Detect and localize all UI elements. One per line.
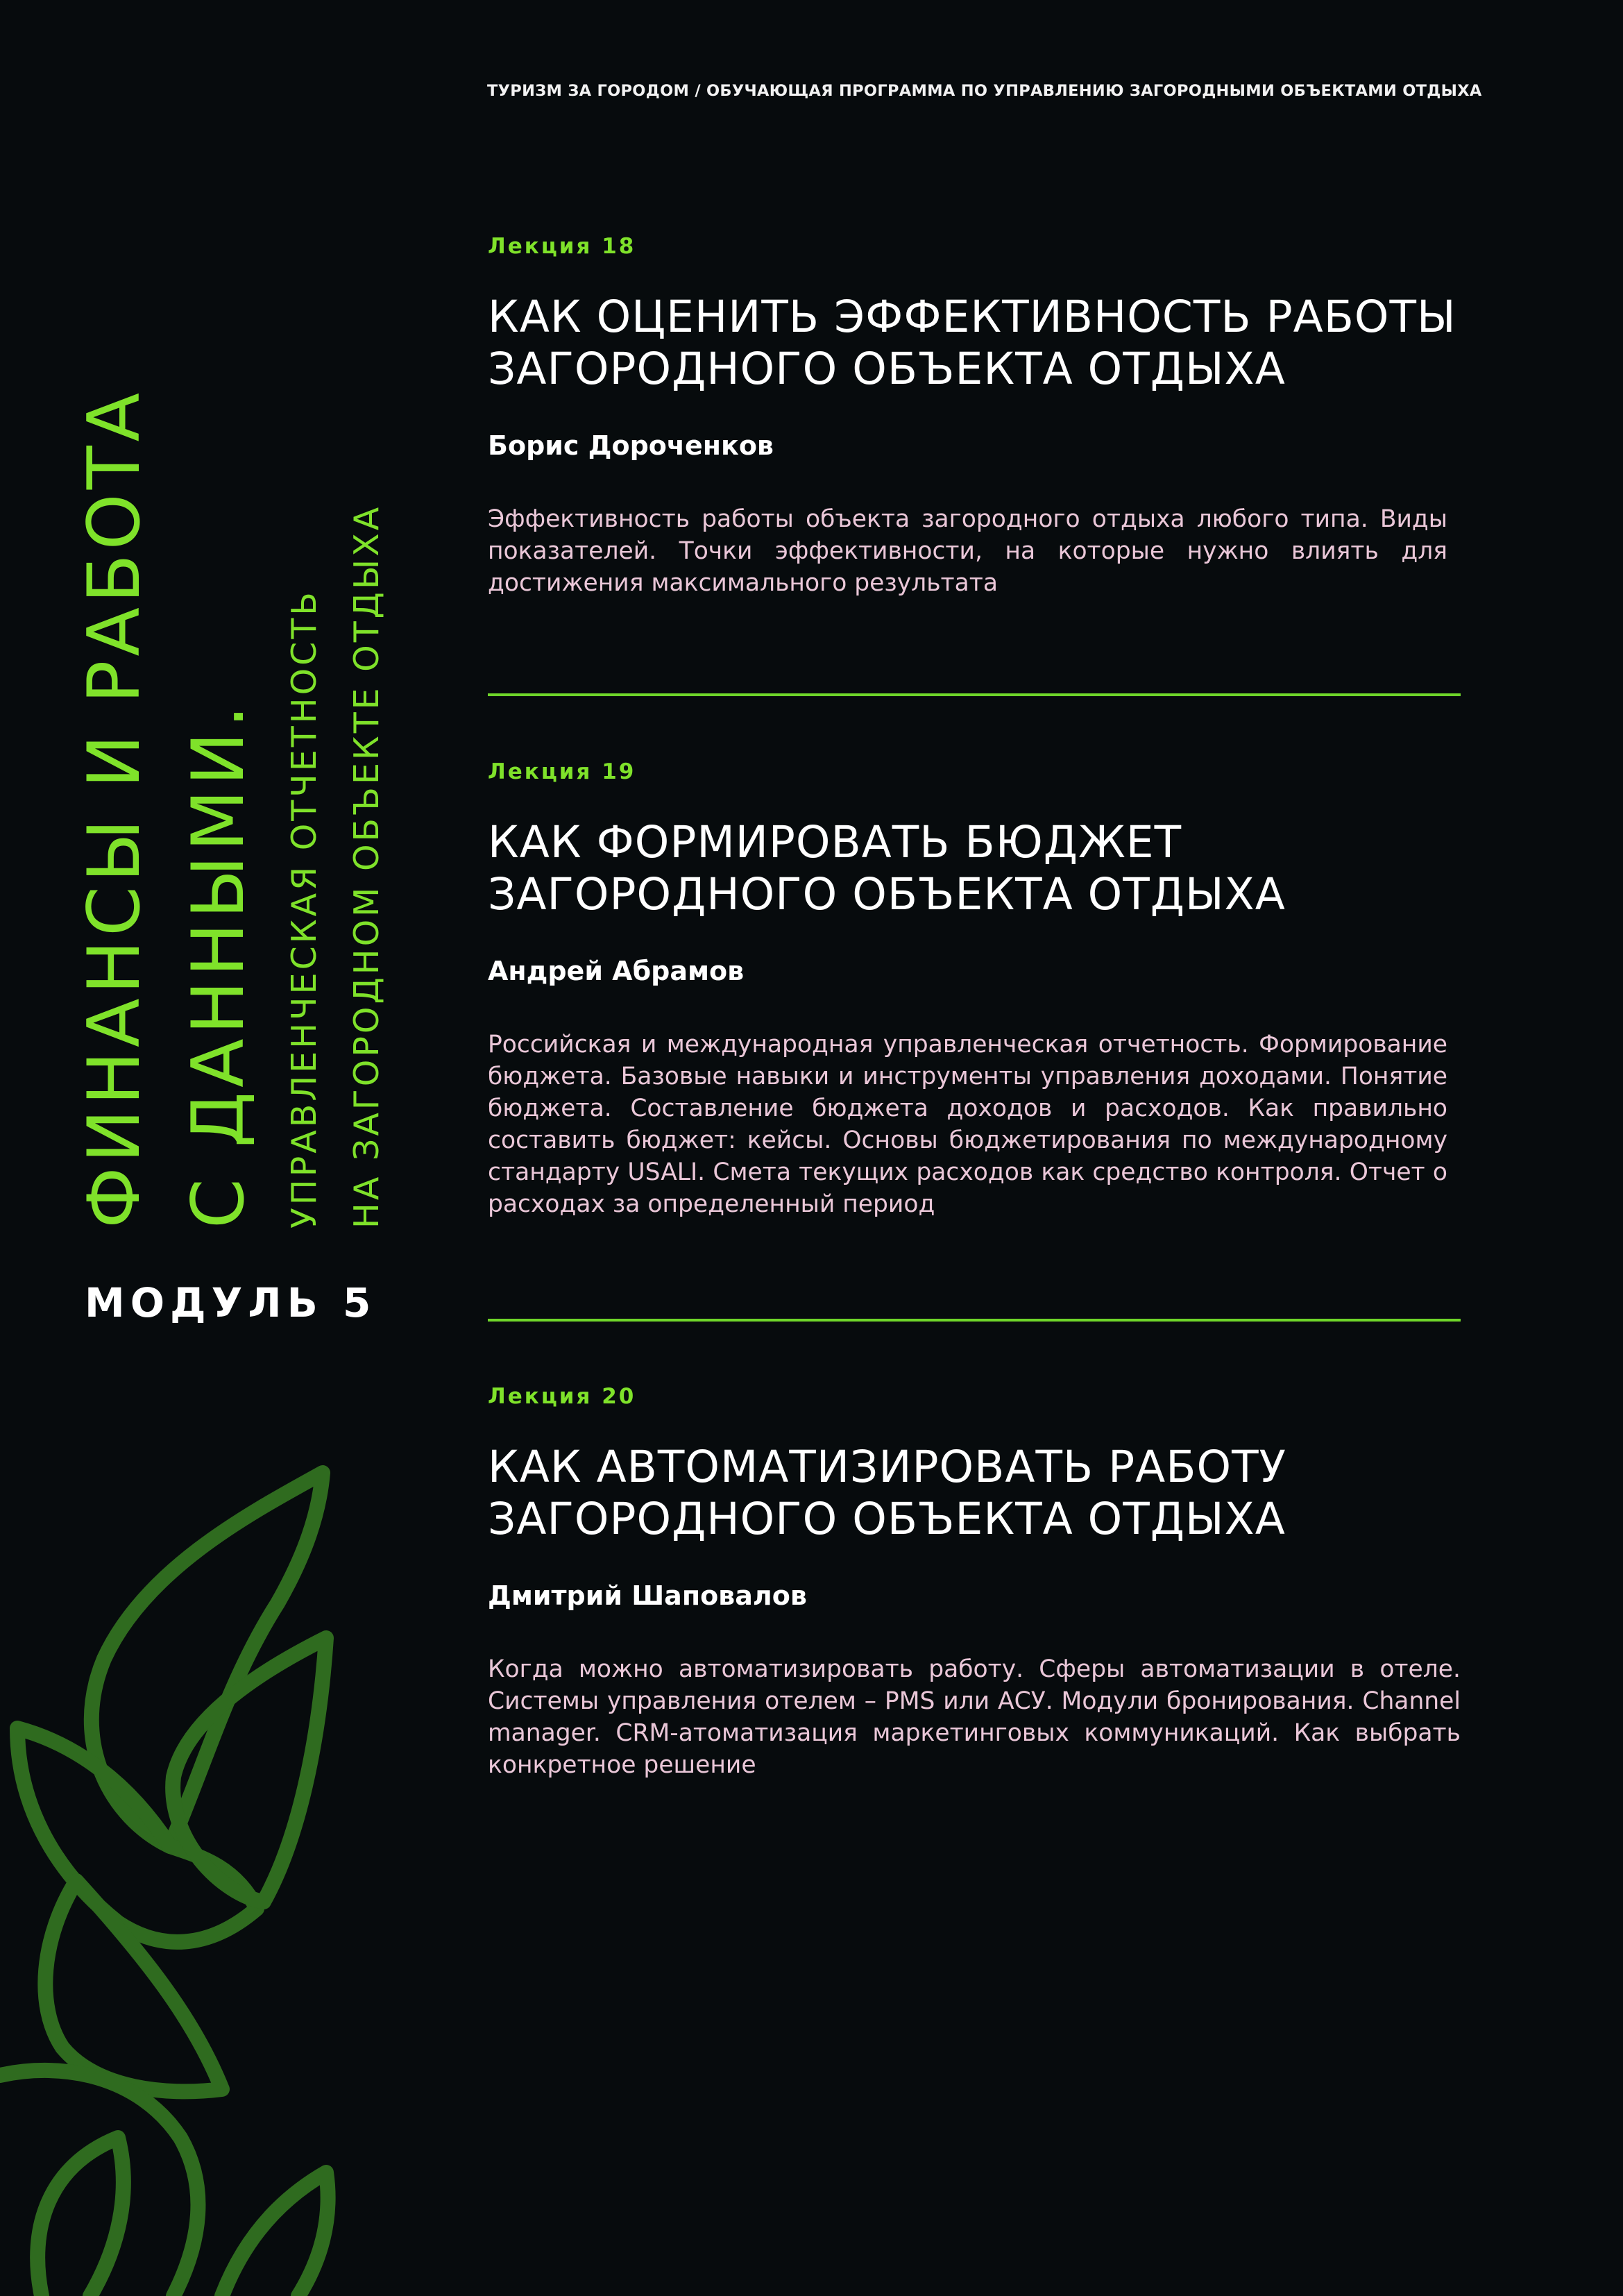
lecture-description: Эффективность работы объекта загородного отдыха любого типа. Виды показателей. Точки эффективности, на которые нужно влиять для достижения максимального результата [488,505,1447,597]
lecture-description: Когда можно автоматизировать работу. Сферы автоматизации в отеле. Системы управления отелем – PMS или АСУ. Модули бронирования. Channel manager. CRM-атоматизация маркетинговых коммуникаций. Как выбрать конкретное решение [488,1655,1461,1779]
lecture-author: Дмитрий Шаповалов [488,1580,807,1611]
lecture-title [488,816,1459,920]
lecture-label: Лекция 20 [488,1384,636,1409]
module-subtitle-line2: НА ЗАГОРОДНОМ ОБЪЕКТЕ ОТДЫХА [347,504,386,1229]
lecture-author: Андрей Абрамов [488,956,745,986]
lecture-label: Лекция 18 [488,234,636,259]
divider [488,693,1461,696]
lecture-title-line2: ЗАГОРОДНОГО ОБЪЕКТА ОТДЫХА [488,869,1286,920]
lecture-description: Российская и международная управленческая отчетность. Формирование бюджета. Базовые навыки и инструменты управления доходами. Понятие бюджета. Составление бюджета доходов и расходов. Как правильно составить бюджет: кейсы. Основы бюджетирования по международному стандарту USALI. Смета текущих расходов как средство контроля. Отчет о расходах за определенный период [488,1031,1447,1218]
lecture-card [488,1383,1459,1781]
lecture-card [488,233,1459,599]
lecture-title [488,291,1459,395]
module-number: МОДУЛЬ 5 [85,1279,377,1326]
lecture-title-line2: ЗАГОРОДНОГО ОБЪЕКТА ОТДЫХА [488,344,1286,394]
divider [488,1319,1461,1322]
lecture-title-line2: ЗАГОРОДНОГО ОБЪЕКТА ОТДЫХА [488,1494,1286,1544]
page-header: ТУРИЗМ ЗА ГОРОДОМ / ОБУЧАЮЩАЯ ПРОГРАММА ПО УПРАВЛЕНИЮ ЗАГОРОДНЫМИ ОБЪЕКТАМИ ОТДЫХА [487,82,1482,100]
lecture-title-line1: КАК ОЦЕНИТЬ ЭФФЕКТИВНОСТЬ РАБОТЫ [488,292,1456,342]
lecture-title [488,1441,1459,1545]
lecture-author: Борис Дороченков [488,430,774,461]
module-subtitle-line1: УПРАВЛЕНЧЕСКАЯ ОТЧЕТНОСТЬ [284,589,324,1229]
module-title-line2: С ДАННЫМИ. [177,700,260,1229]
lecture-title-line1: КАК ФОРМИРОВАТЬ БЮДЖЕТ [488,817,1182,868]
lecture-card [488,758,1459,1220]
lecture-title-line1: КАК АВТОМАТИЗИРОВАТЬ РАБОТУ [488,1442,1286,1492]
lecture-label: Лекция 19 [488,759,636,784]
module-title-line1: ФИНАНСЫ И РАБОТА [73,388,156,1229]
leaf-ornament-icon [0,1451,361,2296]
